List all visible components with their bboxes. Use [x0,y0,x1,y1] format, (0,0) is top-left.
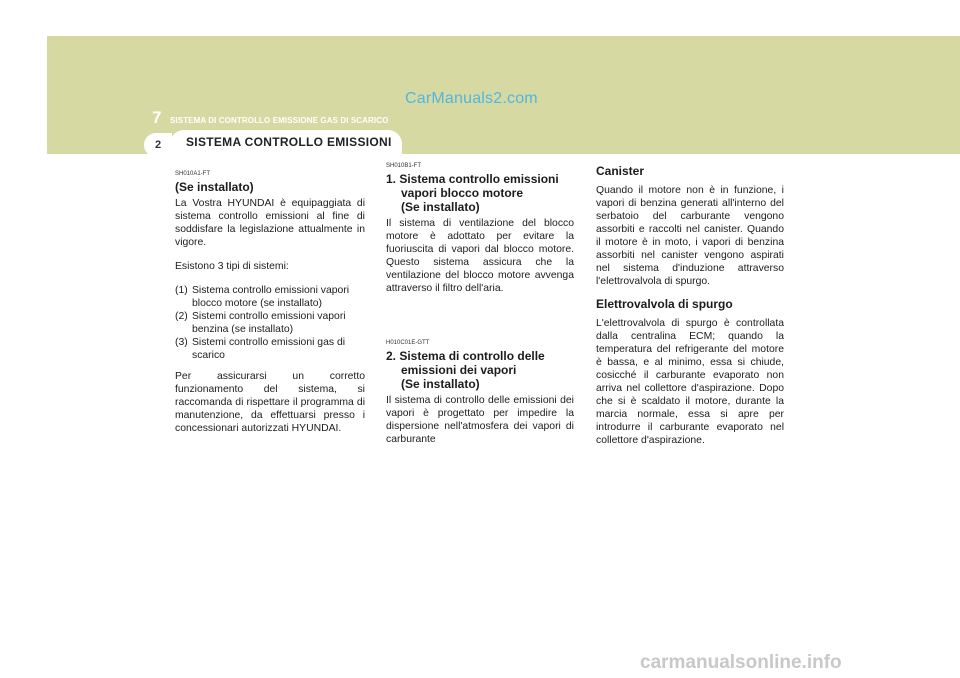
section-heading-line: (Se installato) [401,200,480,214]
section-title: SISTEMA CONTROLLO EMISSIONI [186,135,392,149]
chapter-number: 7 [152,108,162,127]
column-2 [386,162,574,446]
watermark-bottom[interactable]: carmanualsonline.info [640,652,842,673]
canister-body: Quando il motore non è in funzione, i vapori di benzina generati all'interno del serbatoio del carburante vengono assorbiti e raccolti nel canister. Quando il motore è in moto, i vapori di benzina assorbiti nel canister vengono aspirati nel sistema d'induzione attraverso l'elettrovalvola di spurgo. [596,185,784,287]
purge-valve-body: L'elettrovalvola di spurgo è controllata dalla centralina ECM; quando la temperatura del refrigerante del motore è bassa, e al minimo, essa si chiude, cosicché il carburante evaporato non arriva nel collettore d'aspirazione. Dopo che si è scaldato il motore, durante la marcia normale, essa si apre per introdurre il carburante evaporato nel collettore d'aspirazione. [596,318,784,446]
canister-heading: Canister [596,164,645,178]
list-item-number: (3) [175,337,188,348]
section-body: Il sistema di controllo delle emissioni dei vapori è progettato per impedire la dispersione nell'atmosfera dei vapori di carburante [386,395,574,445]
column-3 [596,164,784,447]
column-1 [175,170,365,435]
page-number: 2 [155,139,162,151]
list-item [175,310,365,336]
list-item-number: (1) [175,285,188,296]
list-item [175,284,365,310]
intro-paragraph: La Vostra HYUNDAI è equipaggiata di sistema controllo emissioni al fine di soddisfare la legislazione attualmente in vigore. [175,198,365,248]
chapter-title: SISTEMA DI CONTROLLO EMISSIONE GAS DI SCARICO [170,116,389,125]
section-code: SH010A1-FT [175,171,211,177]
list-item-text: Sistema controllo emissioni vapori blocco motore (se installato) [192,285,350,309]
watermark-top[interactable]: CarManuals2.com [405,90,538,107]
section-code: SH010B1-FT [386,163,422,169]
section-heading: (Se installato) [175,180,254,194]
section-heading-line: vapori blocco motore [401,186,524,200]
section-heading-line: (Se installato) [401,377,480,391]
section-heading-line: 1. Sistema controllo emissioni [386,172,559,186]
section-heading-line: 2. Sistema di controllo delle [386,349,545,363]
list-item-text: Sistemi controllo emissioni vapori benzina (se installato) [192,311,346,335]
purge-valve-heading: Elettrovalvola di spurgo [596,297,733,311]
list-item [175,336,365,362]
section-heading-line: emissioni dei vapori [401,363,517,377]
closing-paragraph: Per assicurarsi un corretto funzionamento del sistema, si raccomanda di rispettare il programma di manutenzione, da effettuarsi presso i concessionari autorizzati HYUNDAI. [175,371,365,434]
list-item-number: (2) [175,311,188,322]
section-code: H010C01E-GTT [386,340,430,346]
list-intro: Esistono 3 tipi di sistemi: [175,261,289,272]
section-body: Il sistema di ventilazione del blocco motore è adottato per evitare la fuoriuscita di vapori dal blocco motore. Questo sistema assicura che la ventilazione del blocco motore avvenga attraverso il filtro dell'aria. [386,218,574,294]
list-item-text: Sistemi controllo emissioni gas di scarico [192,337,346,361]
